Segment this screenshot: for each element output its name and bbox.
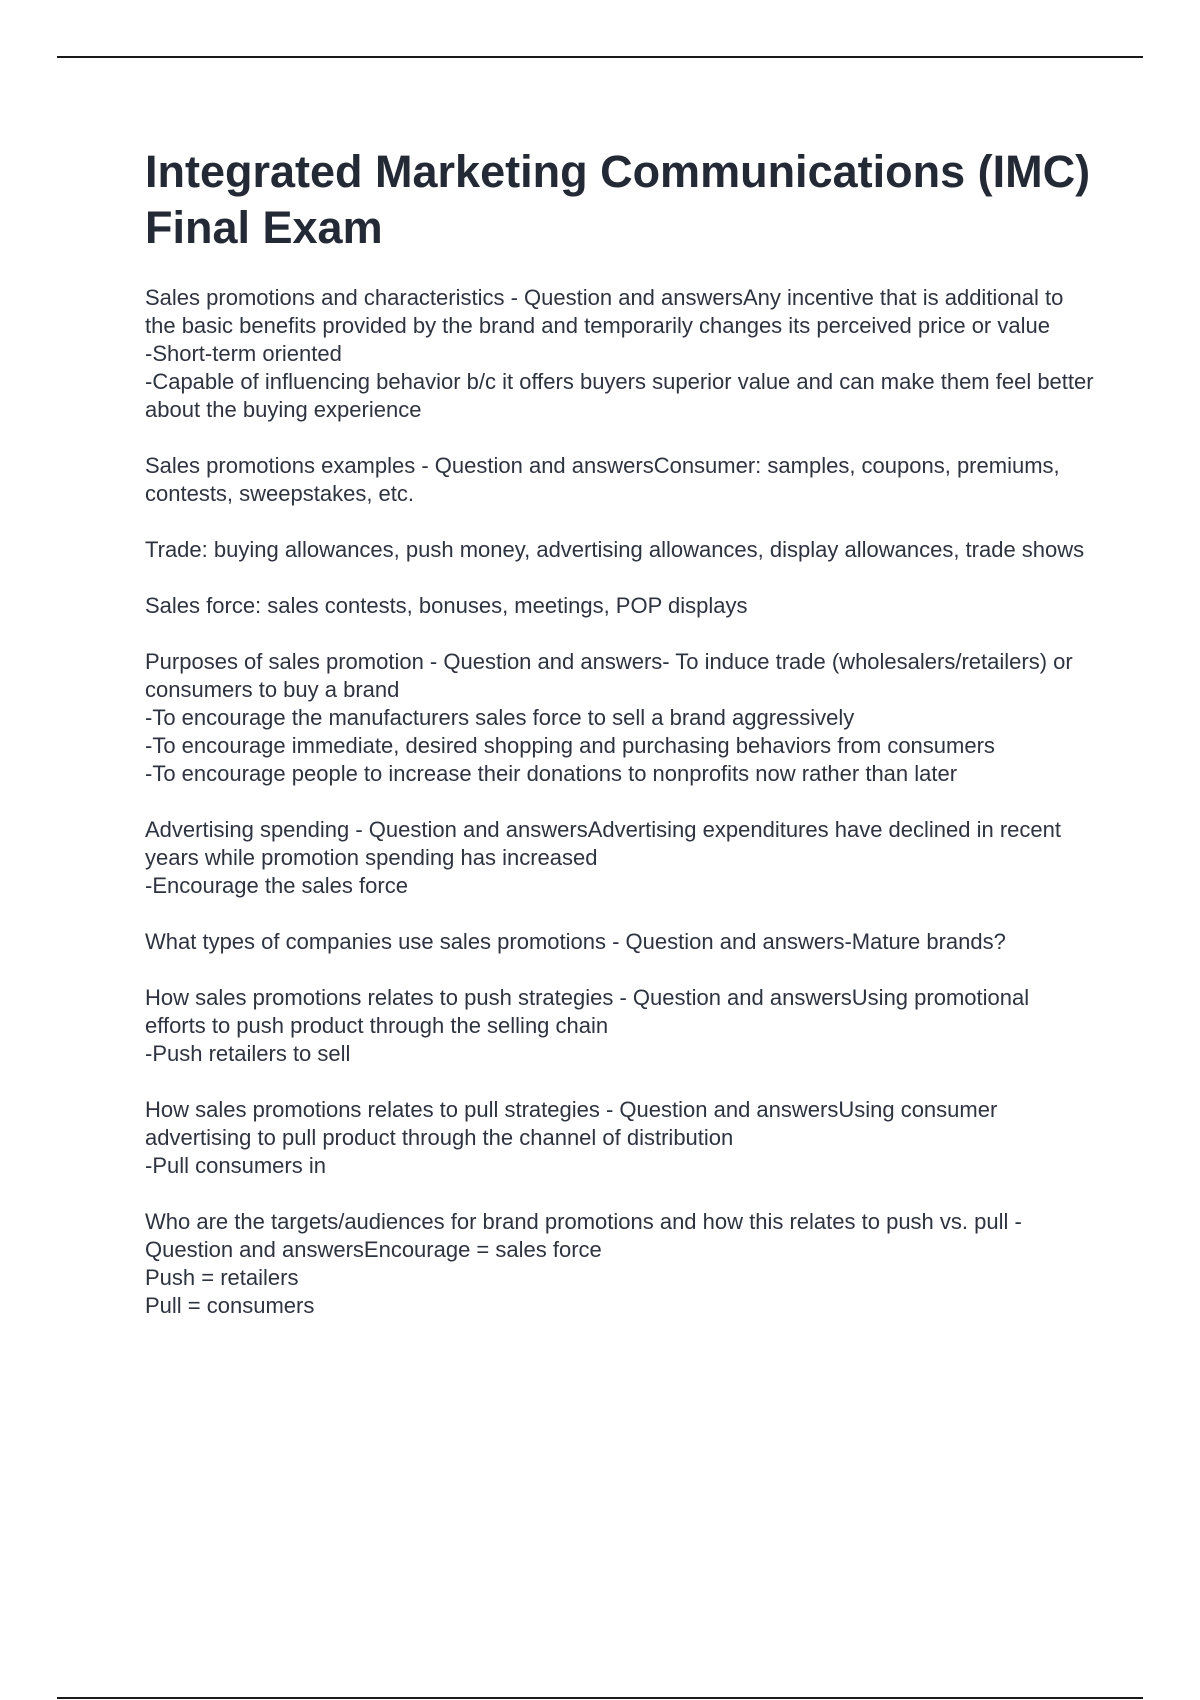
qa-paragraph: How sales promotions relates to pull strategies - Question and answersUsing consumer advertising to pull product through the channel of distribution -Pull consumers in (145, 1097, 998, 1178)
qa-paragraph: Sales force: sales contests, bonuses, meetings, POP displays (145, 593, 748, 618)
document-body (145, 284, 1095, 1348)
qa-paragraph: Who are the targets/audiences for brand promotions and how this relates to push vs. pull - Question and answersEncourage = sales force Push = retailers Pull = consumers (145, 1209, 1022, 1318)
top-divider (57, 56, 1143, 58)
page-title: Integrated Marketing Communications (IMC) Final Exam (145, 146, 1091, 253)
qa-paragraph: How sales promotions relates to push strategies - Question and answersUsing promotional efforts to push product through the selling chain -Push retailers to sell (145, 985, 1030, 1066)
bottom-divider (57, 1697, 1143, 1699)
qa-paragraph: Sales promotions and characteristics - Question and answersAny incentive that is additional to the basic benefits provided by the brand and temporarily changes its perceived price or value -Short-term oriented -Capable of influencing behavior b/c it offers buyers superior value and can make them feel better about the buying experience (145, 285, 1094, 422)
qa-paragraph: Purposes of sales promotion - Question and answers- To induce trade (wholesalers/retailers) or consumers to buy a brand -To encourage the manufacturers sales force to sell a brand aggressively -To encourage immediate, desired shopping and purchasing behaviors from consumers -To encourage people to increase their donations to nonprofits now rather than later (145, 649, 1073, 786)
qa-paragraph: Sales promotions examples - Question and answersConsumer: samples, coupons, premiums, contests, sweepstakes, etc. (145, 453, 1060, 506)
qa-paragraph: Trade: buying allowances, push money, advertising allowances, display allowances, trade shows (145, 537, 1085, 562)
qa-paragraph: Advertising spending - Question and answersAdvertising expenditures have declined in recent years while promotion spending has increased -Encourage the sales force (145, 817, 1061, 898)
qa-paragraph: What types of companies use sales promotions - Question and answers-Mature brands? (145, 929, 1006, 954)
